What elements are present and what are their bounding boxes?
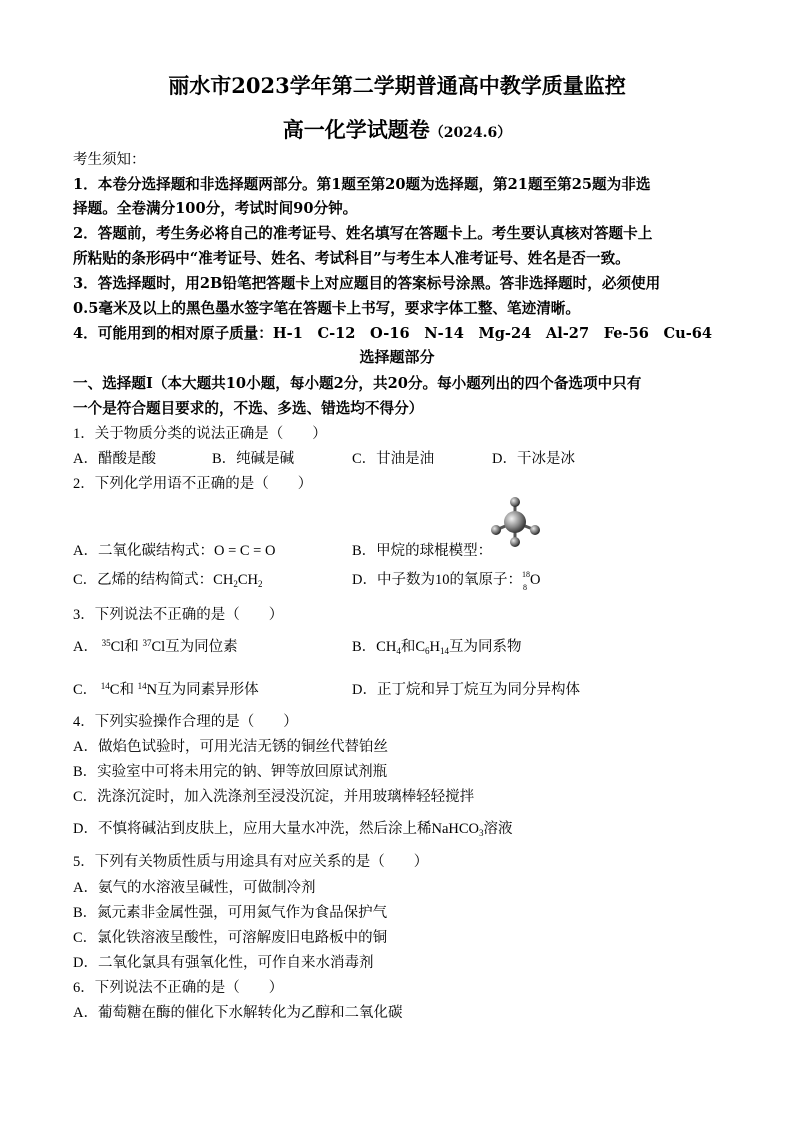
mass-number: 35 — [101, 638, 111, 648]
subtitle-text: 高一化学试题卷 — [282, 117, 430, 142]
notice-line-1: 1．本卷分选择题和非选择题两部分。第1题至第20题为选择题，第21题至第25题为非选 — [73, 176, 651, 193]
methane-ball-stick-model — [488, 494, 544, 550]
mass-number: 14 — [100, 681, 110, 691]
atomic-number: 8 — [522, 582, 527, 592]
question-2-option-b: B．甲烷的球棍模型： — [352, 543, 493, 559]
notice-line-3: 2．答题前，考生务必将自己的准考证号、姓名填写在答题卡上。考生要认真核对答题卡上 — [73, 225, 653, 242]
notice-line-4: 所粘贴的条形码中“准考证号、姓名、考试科目”与考生本人准考证号、姓名是否一致。 — [73, 250, 630, 267]
mass-number: 14 — [137, 681, 147, 691]
notice-line-5: 3．答选择题时，用2B铅笔把答题卡上对应题目的答案标号涂黑。答非选择题时，必须使用 — [73, 275, 661, 292]
formula-subscript: 3 — [479, 828, 484, 838]
option-text: C． — [73, 682, 98, 698]
question-2-option-a: A．二氧化碳结构式：O = C = O — [73, 543, 276, 559]
question-3-option-d: D．正丁烷和异丁烷互为同分异构体 — [352, 682, 580, 698]
question-3-option-c — [73, 678, 259, 699]
question-4-option-d — [73, 817, 513, 838]
part1-heading-line-2: 一个是符合题目要求的，不选、多选、错选均不得分） — [73, 400, 424, 417]
question-4-option-a: A．做焰色试验时，可用光洁无锈的铜丝代替铂丝 — [73, 739, 388, 755]
question-4-option-b: B．实验室中可将未用完的钠、钾等放回原试剂瓶 — [73, 764, 388, 780]
formula-text: 和C — [400, 639, 425, 655]
formula-text: CH — [237, 572, 258, 588]
question-4-option-c: C．洗涤沉淀时，加入洗涤剂至浸没沉淀，并用玻璃棒轻轻搅拌 — [73, 789, 475, 805]
option-text: 溶液 — [483, 821, 513, 837]
part1-heading-line-1: 一、选择题Ⅰ（本大题共10小题，每小题2分，共20分。每小题列出的四个备选项中只有 — [73, 375, 642, 392]
question-6-stem: 6．下列说法不正确的是（ ） — [73, 980, 284, 996]
formula-text: B．CH — [352, 639, 397, 655]
exam-date: （2024.6） — [429, 125, 512, 141]
formula-subscript: 2 — [257, 579, 263, 589]
question-2-option-d — [352, 568, 541, 592]
formula-subscript: 6 — [425, 646, 430, 656]
question-3-option-a — [73, 635, 238, 656]
option-text: Cl互为同位素 — [151, 639, 238, 655]
formula-text: H — [429, 639, 440, 655]
option-text: 互为同系物 — [448, 639, 522, 655]
question-2-option-c — [73, 568, 262, 589]
option-text: N互为同素异形体 — [146, 682, 259, 698]
mass-number: 18 — [521, 569, 530, 579]
question-5-option-c: C．氯化铁溶液呈酸性，可溶解废旧电路板中的铜 — [73, 930, 388, 946]
question-5-option-d: D．二氧化氯具有强氧化性，可作自来水消毒剂 — [73, 955, 374, 971]
question-3-option-b — [352, 635, 521, 656]
question-5-option-a: A．氨气的水溶液呈碱性，可做制冷剂 — [73, 880, 316, 896]
question-4-stem: 4．下列实验操作合理的是（ ） — [73, 714, 298, 730]
section-title: 选择题部分 — [359, 348, 435, 366]
option-text: D．不慎将碱沾到皮肤上，应用大量水冲洗，然后涂上稀NaHCO — [73, 821, 479, 837]
question-2-stem: 2．下列化学用语不正确的是（ ） — [73, 476, 313, 492]
option-text: C和 — [109, 682, 138, 698]
question-5-option-b: B．氮元素非金属性强，可用氮气作为食品保护气 — [73, 905, 388, 921]
formula-text: C．乙烯的结构简式：CH — [73, 572, 234, 588]
formula-subscript: 4 — [396, 646, 401, 656]
notice-line-6: 0.5毫米及以上的黑色墨水签字笔在答题卡上书写，要求字体工整、笔迹清晰。 — [73, 300, 580, 317]
question-5-stem: 5．下列有关物质性质与用途具有对应关系的是（ ） — [73, 854, 429, 870]
option-text: A． — [73, 639, 98, 655]
question-6-option-a: A．葡萄糖在酶的催化下水解转化为乙醇和二氧化碳 — [73, 1005, 403, 1021]
formula-subscript: 14 — [439, 646, 449, 656]
question-1-stem: 1．关于物质分类的说法正确是（ ） — [73, 426, 327, 442]
question-1-option-b: B．纯碱是碱 — [212, 451, 295, 467]
formula-subscript: 2 — [233, 579, 238, 589]
nuclide-notation — [521, 569, 530, 592]
exam-title: 丽水市2023学年第二学期普通高中教学质量监控 — [168, 73, 626, 98]
notice-line-7: 4．可能用到的相对原子质量：H-1 C-12 O-16 N-14 Mg-24 Al-27 Fe-56 Cu-64 — [73, 325, 713, 342]
option-text: Cl和 — [110, 639, 143, 655]
question-3-stem: 3．下列说法不正确的是（ ） — [73, 607, 284, 623]
question-1-option-d: D．干冰是冰 — [492, 451, 575, 467]
option-text: D．中子数为10的氧原子： — [352, 572, 522, 588]
notice-line-2: 择题。全卷满分100分，考试时间90分钟。 — [73, 200, 358, 217]
question-1-option-c: C．甘油是油 — [352, 451, 435, 467]
element-symbol: O — [529, 572, 541, 588]
exam-subtitle — [0, 114, 794, 144]
mass-number: 37 — [142, 638, 152, 648]
question-1-option-a: A．醋酸是酸 — [73, 451, 156, 467]
notice-heading: 考生须知： — [73, 152, 146, 168]
